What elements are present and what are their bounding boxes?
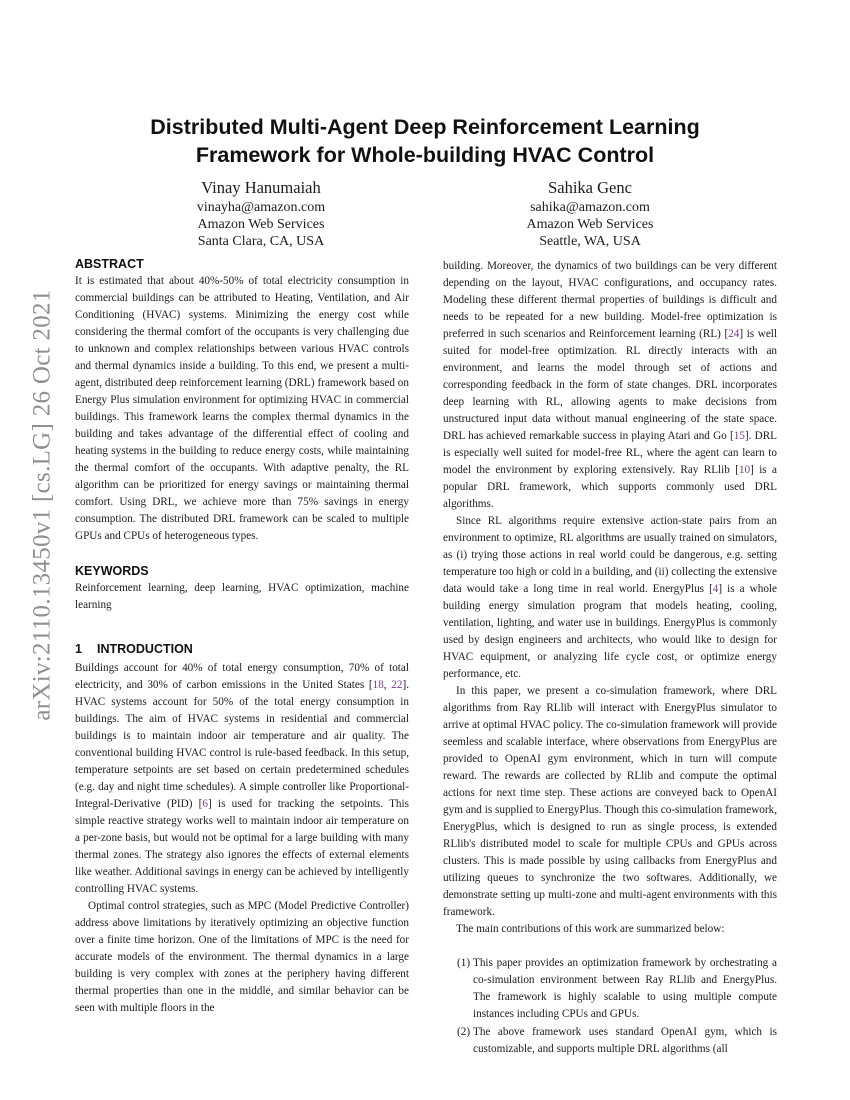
right-paragraph-1 bbox=[443, 258, 777, 513]
list-item-label: (2) bbox=[457, 1026, 471, 1038]
left-column bbox=[75, 256, 409, 1017]
author-name: Sahika Genc bbox=[548, 178, 632, 197]
text-run: ]. DRL is especially well suited for model-free RL, where the agent can learn to model the environment by exploring extensively. Ray RLlib [ bbox=[443, 430, 777, 476]
abstract-heading: ABSTRACT bbox=[75, 257, 144, 271]
citation-link[interactable]: 4 bbox=[712, 583, 719, 595]
text-run: , bbox=[383, 679, 392, 691]
author-block-1 bbox=[111, 177, 411, 250]
arxiv-id-text: arXiv:2110.13450v1 [cs.LG] 26 Oct 2021 bbox=[29, 289, 56, 721]
right-paragraph-3: In this paper, we present a co-simulation framework, where DRL algorithms from Ray RLlib will interact with EnergyPlus simulator to arrive at optimal HVAC policy. The co-simulation framework will provide seemless and scalable interface, where observations from EnergyPlus are provided to OpenAI gym environment, which in turn will compute reward. The rewards are collected by RLlib and compute the optimal actions for next time step. These actions are conveyed back to OpenAI gym and is supplied to EnergyPlus. Though this co-simulation framework, EnerygPlus, which is designed to run as single process, is extended RLlib's distributed model to scale for multiple CPUs and GPUs across clusters. This is made possible by using callbacks from EnergyPlus and utilizing queues to synchronize the two softwares. Additionally, we demonstrate setting up multi-zone and multi-agent environments with this framework. bbox=[443, 685, 777, 918]
title-line-1: Distributed Multi-Agent Deep Reinforcement Learning bbox=[150, 115, 700, 139]
text-run: ] is well suited for model-free optimization. RL directly interacts with an environment, and learns the model through set of actions and corresponding feedback in the form of state changes. DRL incorporates deep learning with RL, allowing agents to make decisions from unstructured input data without manual engineering of the state space. DRL has achieved remarkable success in playing Atari and Go [ bbox=[443, 328, 777, 442]
list-item-text: The above framework uses standard OpenAI gym, which is customizable, and supports multiple DRL algorithms (all bbox=[473, 1026, 777, 1055]
author-affiliation: Amazon Web Services bbox=[197, 217, 325, 232]
author-location: Santa Clara, CA, USA bbox=[197, 234, 325, 249]
list-item-label: (1) bbox=[457, 957, 471, 969]
citation-link[interactable]: 10 bbox=[738, 464, 751, 476]
right-paragraph-4: The main contributions of this work are summarized below: bbox=[456, 923, 725, 935]
arxiv-stamp bbox=[18, 289, 68, 721]
citation-link[interactable]: 6 bbox=[202, 798, 208, 810]
keywords-heading: KEYWORDS bbox=[75, 564, 149, 578]
right-column bbox=[443, 258, 777, 1059]
text-run: Buildings account for 40% of total energy consumption, 70% of total electricity, and 30% of carbon emissions in the United States [ bbox=[75, 662, 409, 691]
author-affiliation: Amazon Web Services bbox=[526, 217, 654, 232]
author-email: sahika@amazon.com bbox=[530, 200, 650, 215]
list-item bbox=[443, 955, 777, 1023]
text-run: ] is used for tracking the setpoints. This simple reactive strategy works well to maintain indoor air temperature on a per-zone basis, but would not be optimal for a large building with many thermal zones. The strategy also ignores the effects of external elements like weather. Additional savings in energy can be achieved by intelligently controlling HVAC systems. bbox=[75, 798, 409, 895]
section-number: 1 bbox=[75, 642, 82, 656]
intro-paragraph-2: Optimal control strategies, such as MPC (Model Predictive Controller) address above limitations by iteratively optimizing an objective function over a finite time horizon. One of the limitations of MPC is the need for accurate models of the environment. The thermal dynamics in a large building is very complex with zones at the periphery having different thermal properties than one in the middle, and similar behavior can be seen with multiple floors in the bbox=[75, 900, 409, 1014]
list-item bbox=[443, 1024, 777, 1058]
keywords-text: Reinforcement learning, deep learning, HVAC optimization, machine learning bbox=[75, 582, 409, 611]
text-run: ] is a whole building energy simulation program that models heating, cooling, ventilation, lighting, and water use in buildings. EnergyPlus is commonly used by design engineers and architects, who would like to design for HVAC equipment, or analyzing life cycle cost, or optimize energy performance, etc. bbox=[443, 583, 777, 680]
author-block-2 bbox=[440, 177, 740, 250]
citation-link[interactable]: 24 bbox=[728, 328, 740, 340]
author-name: Vinay Hanumaiah bbox=[201, 178, 321, 197]
citation-link[interactable]: 18 bbox=[372, 679, 384, 691]
text-run: building. Moreover, the dynamics of two buildings can be very different depending on the layout, HVAC configurations, and occupancy rates. Modeling these different thermal properties of buildings is difficult and needs to be repeated for a new building. Model-free optimization is preferred in such scenarios and Reinforcement learning (RL) [ bbox=[443, 260, 777, 340]
introduction-heading bbox=[75, 641, 409, 658]
citation-link[interactable]: 15 bbox=[733, 430, 745, 442]
section-title: INTRODUCTION bbox=[97, 642, 193, 656]
author-location: Seattle, WA, USA bbox=[539, 234, 641, 249]
title-line-2: Framework for Whole-building HVAC Control bbox=[195, 143, 655, 167]
list-item-text: This paper provides an optimization framework by orchestrating a co-simulation environment between Ray RLlib and EnergyPlus. The framework is highly scalable to using multiple compute instances including CPUs and GPUs. bbox=[473, 957, 777, 1020]
author-email: vinayha@amazon.com bbox=[196, 200, 326, 215]
text-run: ] is a popular DRL framework, which supports commonly used DRL algorithms. bbox=[443, 464, 777, 510]
paper-title bbox=[100, 113, 750, 169]
text-run: Since RL algorithms require extensive action-state pairs from an environment to optimize, RL algorithms are usually trained on simulators, as (i) trying those actions in real world could be dangerous, e.g. setting temperature too high or cold in a building, and (ii) collecting the extensive data would take a long time in real world. EnergyPlus [ bbox=[443, 515, 777, 595]
right-paragraph-2 bbox=[443, 513, 777, 683]
citation-link[interactable]: 22 bbox=[391, 679, 403, 691]
text-run: ]. HVAC systems account for 50% of the total energy consumption in buildings. The aim of HVAC systems in residential and commercial buildings is to maintain indoor air temperature and air quality. The conventional building HVAC control is rule-based feedback. In this setup, temperature setpoints are set based on certain predetermined schedules (e.g. day and night time schedules). A simple controller like Proportional-Integral-Derivative (PID) [ bbox=[75, 679, 410, 810]
contributions-list bbox=[443, 955, 777, 1058]
intro-paragraph-1 bbox=[75, 660, 409, 898]
abstract-text: It is estimated that about 40%-50% of total electricity consumption in commercial buildings can be attributed to Heating, Ventilation, and Air Conditioning (HVAC) systems. Minimizing the energy cost while considering the thermal comfort of the occupants is very challenging due to unknown and complex relationships between various HVAC controls and thermal dynamics inside a building. To this end, we present a multi-agent, distributed deep reinforcement learning (DRL) framework based on Energy Plus simulation environment for optimizing HVAC in commercial buildings. This framework learns the complex thermal dynamics in the building and takes advantage of the differential effect of cooling and heating systems in the building to reduce energy costs, while maintaining the thermal comfort of the occupants. With adaptive penalty, the RL algorithm can be prioritized for energy savings or maintaining thermal comfort. Using DRL, we achieve more than 75% savings in energy consumption. The distributed DRL framework can be scaled to multiple GPUs and CPUs of heterogeneous types. bbox=[75, 275, 409, 542]
